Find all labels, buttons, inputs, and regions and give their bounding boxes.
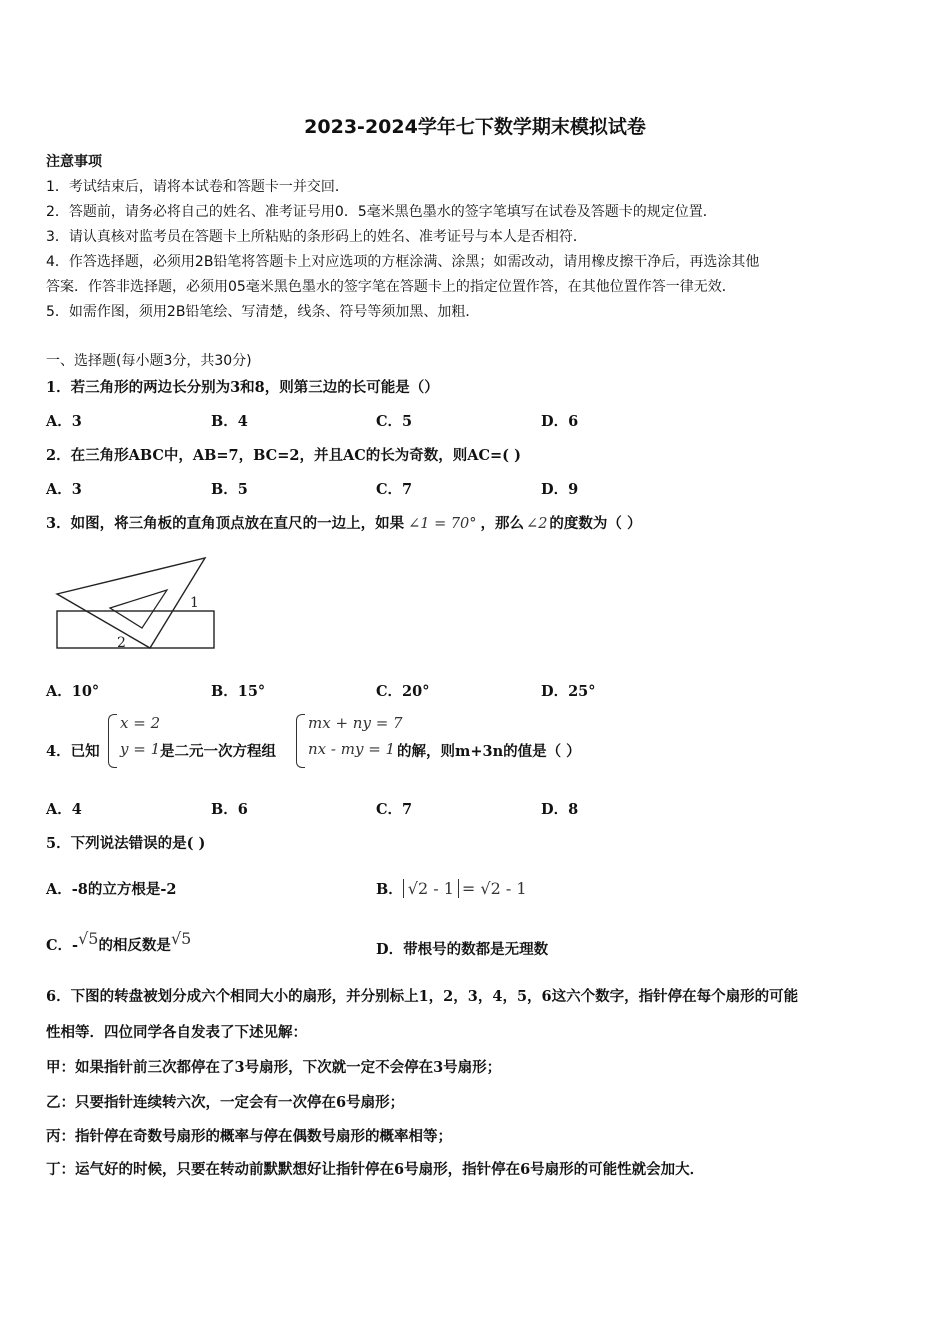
q5-optb-abs: √2 - 1 bbox=[403, 879, 459, 898]
q5-optb-rhs: = √2 - 1 bbox=[461, 879, 527, 898]
triangle-ruler-figure bbox=[50, 552, 225, 660]
q6-line: 6．下图的转盘被划分成六个相同大小的扇形，并分别标上1，2，3，4，5，6这六个数字，指针停在每个扇形的可能 bbox=[46, 988, 799, 1005]
notice-item: 4．作答选择题，必须用2B铅笔将答题卡上对应选项的方框涂满、涂黑；如需改动，请用橡皮擦干净后，再选涂其他 bbox=[46, 254, 760, 270]
q4-option-d: D．8 bbox=[541, 801, 579, 818]
q2-option-d: D．9 bbox=[541, 481, 579, 498]
question-1-stem: 1．若三角形的两边长分别为3和8，则第三边的长可能是（） bbox=[46, 379, 439, 396]
q3-angle1: ∠1 = 70° bbox=[408, 516, 477, 532]
q5-optc-root1: √5 bbox=[78, 929, 99, 948]
q4-option-a: A．4 bbox=[46, 801, 82, 818]
question-5-stem: 5．下列说法错误的是( ) bbox=[46, 835, 206, 852]
notice-item: 3．请认真核对监考员在答题卡上所粘贴的条形码上的姓名、准考证号与本人是否相符． bbox=[46, 229, 587, 245]
q3-stem-b: ，那么 bbox=[480, 515, 525, 532]
q3-option-d: D．25° bbox=[541, 683, 596, 700]
q2-option-b: B．5 bbox=[211, 481, 248, 498]
q3-option-c: C．20° bbox=[376, 683, 430, 700]
notice-item: 2．答题前，请务必将自己的姓名、准考证号用0．5毫米黑色墨水的签字笔填写在试卷及答题卡的规定位置． bbox=[46, 204, 717, 220]
q3-stem-c: 的度数为（ ） bbox=[549, 515, 642, 532]
q5-option-d: D．带根号的数都是无理数 bbox=[376, 941, 549, 958]
q4-sys1-line2: y = 1 bbox=[120, 740, 161, 758]
notice-item: 5．如需作图，须用2B铅笔绘、写清楚，线条、符号等须加黑、加粗． bbox=[46, 304, 480, 320]
q1-option-c: C．5 bbox=[376, 413, 413, 430]
q2-option-c: C．7 bbox=[376, 481, 413, 498]
q4-prefix: 4．已知 bbox=[46, 743, 100, 760]
notice-item: 1．考试结束后，请将本试卷和答题卡一并交回． bbox=[46, 179, 349, 195]
question-2-stem: 2．在三角形ABC中，AB=7，BC=2，并且AC的长为奇数，则AC=( ) bbox=[46, 447, 521, 464]
q4-suffix: 的解，则m+3n的值是（ ） bbox=[397, 743, 581, 760]
ruler-rect bbox=[57, 611, 214, 648]
notice-heading: 注意事项 bbox=[46, 154, 102, 170]
q5-optc-text: 的相反数是 bbox=[98, 937, 171, 954]
q3-angle2: ∠2 bbox=[526, 516, 548, 532]
q5-option-b bbox=[376, 878, 527, 899]
q4-middle: 是二元一次方程组 bbox=[160, 743, 276, 760]
q6-line: 甲：如果指针前三次都停在了3号扇形，下次就一定不会停在3号扇形； bbox=[46, 1059, 502, 1076]
q2-option-a: A．3 bbox=[46, 481, 82, 498]
q4-sys2-line1: mx + ny = 7 bbox=[308, 714, 403, 732]
triangle-inner bbox=[110, 590, 167, 628]
section-heading: 一、选择题(每小题3分，共30分) bbox=[46, 353, 252, 369]
q3-option-b: B．15° bbox=[211, 683, 266, 700]
q4-option-c: C．7 bbox=[376, 801, 413, 818]
q5-optc-label: C．- bbox=[46, 937, 79, 954]
q5-optb-label: B． bbox=[376, 881, 403, 898]
notice-item: 答案．作答非选择题，必须用05毫米黑色墨水的签字笔在答题卡上的指定位置作答，在其他位置作答一律无效． bbox=[46, 279, 736, 295]
q5-option-a: A．-8的立方根是-2 bbox=[46, 881, 177, 898]
q1-option-a: A．3 bbox=[46, 413, 82, 430]
q6-line: 性相等．四位同学各自发表了下述见解： bbox=[46, 1024, 307, 1041]
label-2: 2 bbox=[117, 635, 126, 651]
q3-option-a: A．10° bbox=[46, 683, 100, 700]
triangle-outer bbox=[57, 558, 205, 648]
question-3-stem bbox=[46, 512, 641, 533]
q5-option-c bbox=[46, 929, 192, 955]
q3-stem-a: 3．如图，将三角板的直角顶点放在直尺的一边上，如果 bbox=[46, 515, 405, 532]
q5-optc-root2: √5 bbox=[170, 929, 192, 948]
q4-option-b: B．6 bbox=[211, 801, 248, 818]
page-title: 2023-2024学年七下数学期末模拟试卷 bbox=[304, 116, 646, 138]
q4-sys1-line1: x = 2 bbox=[120, 714, 161, 732]
q6-line: 丙：指针停在奇数号扇形的概率与停在偶数号扇形的概率相等； bbox=[46, 1128, 452, 1145]
q6-line: 丁：运气好的时候，只要在转动前默默想好让指针停在6号扇形，指针停在6号扇形的可能性就会加大． bbox=[46, 1161, 705, 1178]
label-1: 1 bbox=[190, 595, 199, 611]
q1-option-b: B．4 bbox=[211, 413, 248, 430]
q4-sys2-line2: nx - my = 1 bbox=[308, 740, 396, 758]
q6-line: 乙：只要指针连续转六次，一定会有一次停在6号扇形； bbox=[46, 1094, 405, 1111]
q1-option-d: D．6 bbox=[541, 413, 579, 430]
